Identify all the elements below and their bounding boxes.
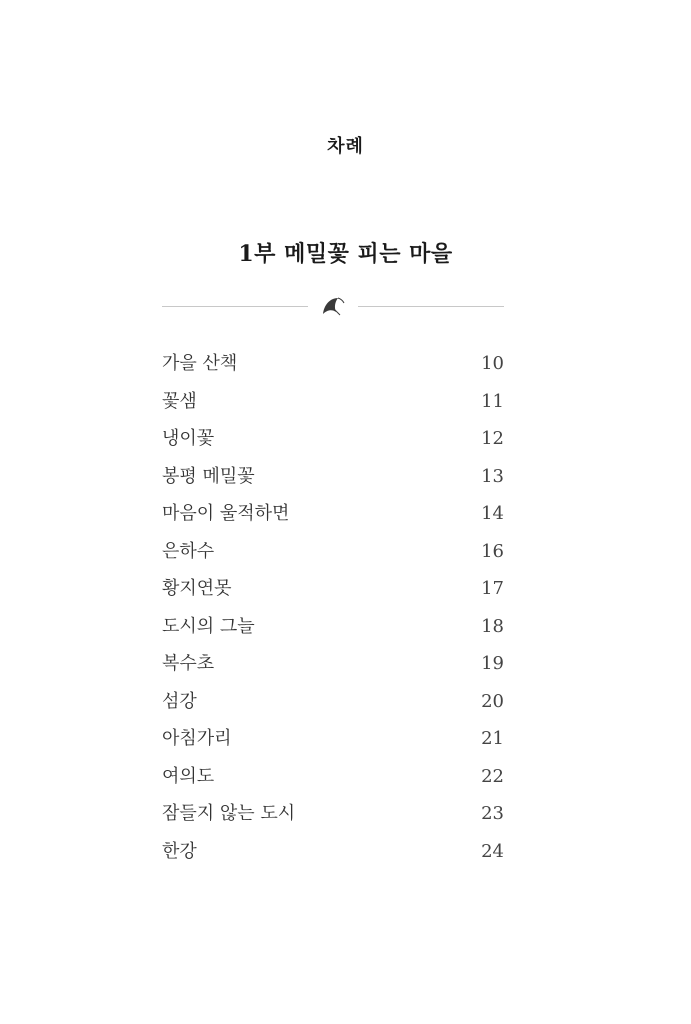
divider-line-left <box>162 306 308 307</box>
toc-entry-page: 14 <box>481 503 504 524</box>
toc-entry-title: 섬강 <box>162 690 197 712</box>
toc-entry-title: 황지연못 <box>162 578 232 599</box>
toc-entry[interactable] <box>162 345 504 383</box>
toc-entry-page: 12 <box>481 428 504 449</box>
toc-entry[interactable] <box>162 683 504 721</box>
toc-entry[interactable] <box>162 758 504 796</box>
toc-entry-title: 꽃샘 <box>162 390 197 412</box>
toc-entry-title: 도시의 그늘 <box>162 615 255 637</box>
toc-entry-title: 여의도 <box>162 765 215 787</box>
toc-entry-title: 한강 <box>162 840 197 862</box>
toc-entry[interactable] <box>162 458 504 496</box>
toc-entry-title: 냉이꽃 <box>162 428 215 449</box>
toc-entry[interactable] <box>162 608 504 646</box>
toc-entry-page: 24 <box>481 840 504 862</box>
toc-entry-page: 20 <box>481 690 504 712</box>
section-divider <box>162 295 504 317</box>
toc-entry-page: 10 <box>481 353 504 374</box>
toc-entry-page: 22 <box>481 765 504 787</box>
toc-entry-page: 18 <box>481 615 504 637</box>
toc-entry[interactable] <box>162 495 504 533</box>
toc-entry-page: 19 <box>481 653 504 674</box>
toc-entry-title: 은하수 <box>162 540 215 562</box>
part-title: 1부 메밀꽃 피는 마을 <box>238 241 453 267</box>
toc-list <box>162 345 504 870</box>
umbrella-icon <box>320 295 346 317</box>
divider-line-right <box>358 306 504 307</box>
toc-entry-title: 아침가리 <box>162 728 232 749</box>
toc-entry-page: 21 <box>481 728 504 749</box>
toc-entry-title: 봉평 메밀꽃 <box>162 465 255 487</box>
toc-entry-page: 23 <box>481 803 504 824</box>
toc-entry-page: 11 <box>481 390 504 412</box>
toc-entry[interactable] <box>162 570 504 608</box>
toc-heading: 차례 <box>327 136 364 157</box>
toc-entry[interactable] <box>162 720 504 758</box>
toc-entry-title: 잠들지 않는 도시 <box>162 803 296 824</box>
toc-entry-title: 마음이 울적하면 <box>162 503 290 524</box>
toc-entry[interactable] <box>162 833 504 871</box>
toc-entry-page: 16 <box>481 540 504 562</box>
toc-entry[interactable] <box>162 383 504 421</box>
toc-entry[interactable] <box>162 533 504 571</box>
toc-entry[interactable] <box>162 645 504 683</box>
toc-entry[interactable] <box>162 420 504 458</box>
toc-entry-title: 가을 산책 <box>162 353 238 374</box>
toc-entry-title: 복수초 <box>162 653 215 674</box>
toc-entry-page: 17 <box>481 578 504 599</box>
toc-entry[interactable] <box>162 795 504 833</box>
toc-entry-page: 13 <box>481 465 504 487</box>
